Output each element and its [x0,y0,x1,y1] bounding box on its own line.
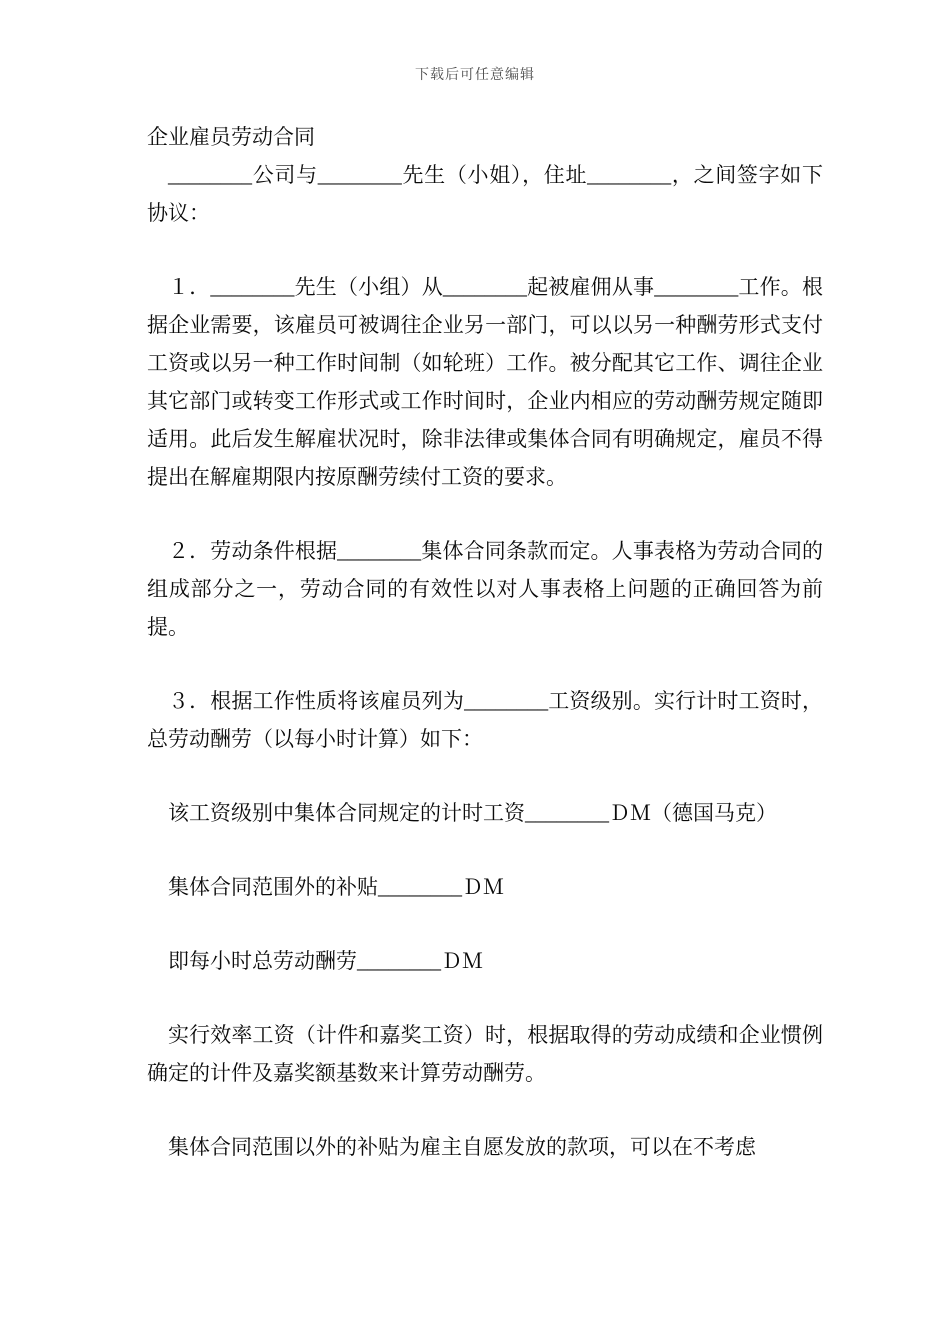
paragraph: １．________先生（小组）从________起被雇佣从事________工作。根据企业需要，该雇员可被调往企业另一部门，可以以另一种酬劳形式支付工资或以另一种工作时间制（如轮班）工作。被分配其它工作、调往企业其它部门或转变工作形式或工作时间时，企业内相应的劳动酬劳规定随即适用。此后发生解雇状况时，除非法律或集体合同有明确规定，雇员不得提出在解雇期限内按原酬劳续付工资的要求。 [147,275,823,489]
paragraph: 即每小时总劳动酬劳________ＤＭ [168,949,483,973]
edit-permission-note: 下载后可任意编辑 [415,66,535,82]
paragraph: ２．劳动条件根据________集体合同条款而定。人事表格为劳动合同的组成部分之一，劳动合同的有效性以对人事表格上问题的正确回答为前提。 [147,539,823,639]
paragraph-list [147,156,823,1166]
paragraph: ________公司与________先生（小姐），住址________，之间签字如下协议： [147,163,823,225]
document-content [147,118,823,1202]
paragraph: 集体合同范围以外的补贴为雇主自愿发放的款项，可以在不考虑 [168,1135,756,1159]
paragraph: 该工资级别中集体合同规定的计时工资________ＤＭ（德国马克） [168,801,777,825]
paragraph: 集体合同范围外的补贴________ＤＭ [168,875,504,899]
document-title: 企业雇员劳动合同 [147,125,315,149]
paragraph: ３．根据工作性质将该雇员列为________工资级别。实行计时工资时，总劳动酬劳（以每小时计算）如下： [147,689,823,751]
paragraph: 实行效率工资（计件和嘉奖工资）时，根据取得的劳动成绩和企业惯例确定的计件及嘉奖额基数来计算劳动酬劳。 [147,1023,823,1085]
